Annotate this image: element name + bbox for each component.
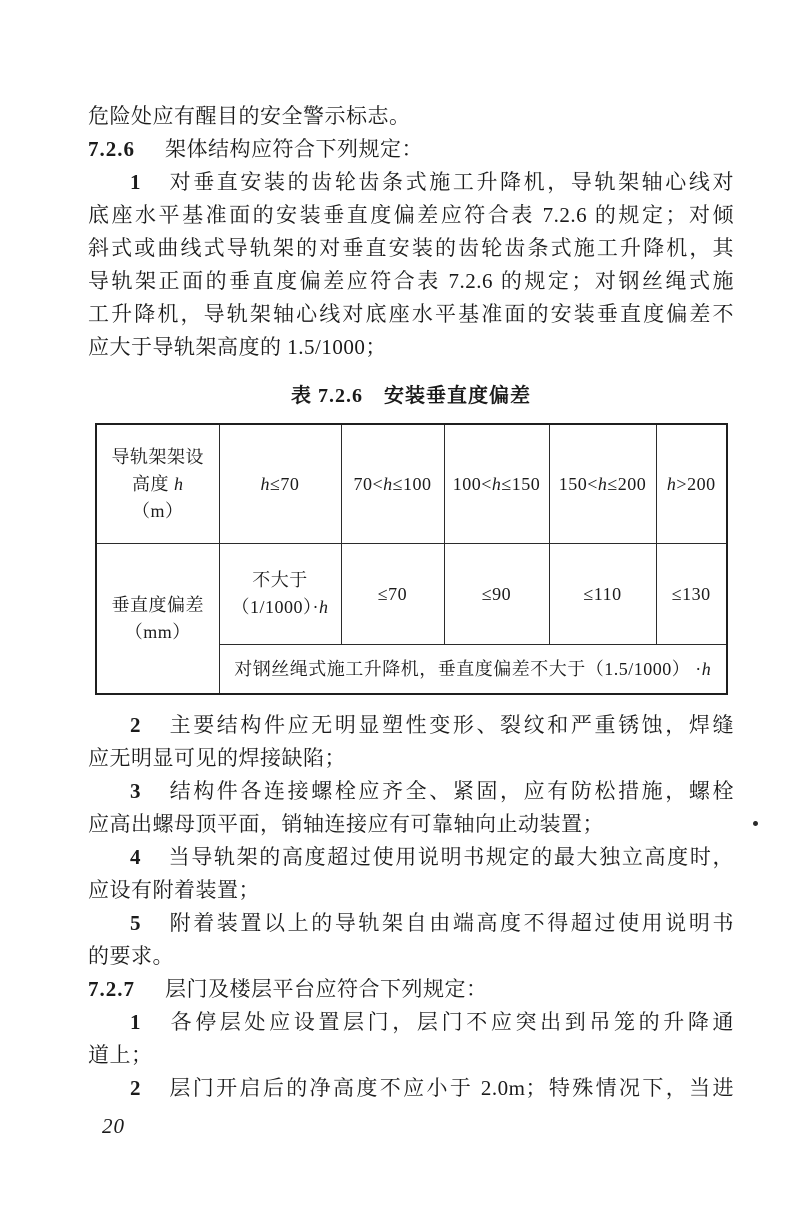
paragraph-line bbox=[88, 940, 734, 973]
paragraph-line bbox=[88, 1072, 734, 1105]
section-heading bbox=[88, 973, 734, 1006]
item-number: 1 bbox=[130, 1010, 142, 1034]
table-cell bbox=[219, 544, 341, 645]
table-note-cell: 对钢丝绳式施工升降机，垂直度偏差不大于（1.5/1000） ·h bbox=[219, 645, 727, 695]
header-line: 垂直度偏差 bbox=[111, 594, 204, 615]
table-cell: ≤130 bbox=[656, 544, 727, 645]
line-text: 层门及楼层平台应符合下列规定： bbox=[165, 977, 488, 1001]
paragraph-line bbox=[88, 907, 734, 940]
line-text: 附着装置以上的导轨架自由端高度不得超过使用说明书 bbox=[167, 911, 734, 935]
line-text: 导轨架正面的垂直度偏差应符合表 7.2.6 的规定；对钢丝绳式施 bbox=[88, 269, 734, 293]
paragraph-line bbox=[88, 265, 734, 298]
line-text: 主要结构件应无明显塑性变形、裂纹和严重锈蚀，焊缝 bbox=[167, 713, 734, 737]
table-cell: 100<h≤150 bbox=[444, 424, 549, 544]
paragraph-line bbox=[88, 298, 734, 331]
cell-line: 不大于 bbox=[252, 570, 308, 590]
paragraph-line bbox=[88, 808, 734, 841]
table-cell: ≤110 bbox=[549, 544, 656, 645]
paragraph-line bbox=[88, 1006, 734, 1039]
table-cell: ≤90 bbox=[444, 544, 549, 645]
page-number: 20 bbox=[102, 1114, 125, 1138]
header-line: 导轨架架设 bbox=[111, 446, 204, 467]
item-number: 2 bbox=[130, 1076, 142, 1100]
line-text: 应高出螺母顶平面，销轴连接应有可靠轴向止动装置； bbox=[88, 812, 604, 836]
paragraph-line bbox=[88, 709, 734, 742]
table-cell: h>200 bbox=[656, 424, 727, 544]
line-text: 架体结构应符合下列规定： bbox=[165, 137, 423, 161]
item-number: 1 bbox=[130, 170, 142, 194]
paragraph-line bbox=[88, 742, 734, 775]
item-number: 5 bbox=[130, 911, 142, 935]
line-text: 应大于导轨架高度的 1.5/1000； bbox=[88, 335, 387, 359]
page-content bbox=[88, 100, 734, 1105]
line-text: 工升降机，导轨架轴心线对底座水平基准面的安装垂直度偏差不 bbox=[88, 302, 734, 326]
header-line: （m） bbox=[131, 500, 184, 521]
paragraph-line bbox=[88, 331, 734, 364]
table-header-row bbox=[96, 424, 727, 544]
line-text: 应设有附着装置； bbox=[88, 878, 260, 902]
paragraph-line bbox=[88, 841, 734, 874]
table-cell: ≤70 bbox=[341, 544, 444, 645]
section-heading bbox=[88, 133, 734, 166]
line-text: 各停层处应设置层门，层门不应突出到吊笼的升降通 bbox=[167, 1010, 734, 1034]
paragraph-line bbox=[88, 232, 734, 265]
table-title: 表 7.2.6 安装垂直度偏差 bbox=[291, 385, 531, 407]
table-header-cell bbox=[96, 424, 219, 544]
line-text: 的要求。 bbox=[88, 944, 174, 968]
table-cell: 70<h≤100 bbox=[341, 424, 444, 544]
item-number: 4 bbox=[130, 845, 142, 869]
item-number: 2 bbox=[130, 713, 142, 737]
line-text: 危险处应有醒目的安全警示标志。 bbox=[88, 104, 411, 128]
line-text: 斜式或曲线式导轨架的对垂直安装的齿轮齿条式施工升降机，其 bbox=[88, 236, 734, 260]
line-text: 道上； bbox=[88, 1043, 153, 1067]
paragraph-line bbox=[88, 166, 734, 199]
vertical-deviation-table bbox=[95, 423, 728, 695]
header-line: （mm） bbox=[124, 621, 191, 642]
line-text: 当导轨架的高度超过使用说明书规定的最大独立高度时， bbox=[167, 845, 734, 869]
paragraph-line bbox=[88, 100, 734, 133]
paragraph-line bbox=[88, 1039, 734, 1072]
line-text: 层门开启后的净高度不应小于 2.0m；特殊情况下，当进 bbox=[167, 1076, 734, 1100]
section-number: 7.2.7 bbox=[88, 977, 135, 1001]
table-value-row bbox=[96, 544, 727, 645]
paragraph-line bbox=[88, 874, 734, 907]
line-text: 底座水平基准面的安装垂直度偏差应符合表 7.2.6 的规定；对倾 bbox=[88, 203, 734, 227]
cell-line: （1/1000）·h bbox=[231, 597, 329, 617]
paragraph-line bbox=[88, 199, 734, 232]
ink-dot-artifact bbox=[753, 821, 758, 826]
item-number: 3 bbox=[130, 779, 142, 803]
table-row-header-cell bbox=[96, 544, 219, 695]
line-text: 对垂直安装的齿轮齿条式施工升降机，导轨架轴心线对 bbox=[167, 170, 734, 194]
line-text: 结构件各连接螺栓应齐全、紧固，应有防松措施，螺栓 bbox=[167, 779, 734, 803]
header-line: 高度 h bbox=[132, 473, 184, 494]
table-cell: 150<h≤200 bbox=[549, 424, 656, 544]
paragraph-line bbox=[88, 775, 734, 808]
line-text: 应无明显可见的焊接缺陷； bbox=[88, 746, 346, 770]
section-number: 7.2.6 bbox=[88, 137, 135, 161]
table-cell: h≤70 bbox=[219, 424, 341, 544]
